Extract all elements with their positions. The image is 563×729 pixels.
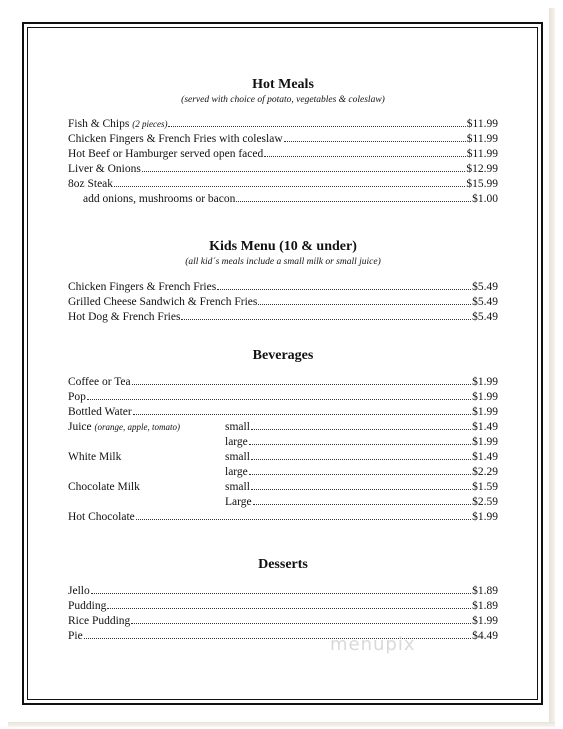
item-price: $5.49 xyxy=(472,311,498,323)
menu-item xyxy=(68,280,498,295)
section-title: Hot Meals xyxy=(252,77,314,92)
menu-item xyxy=(68,132,498,147)
section-subtitle: (all kid´s meals include a small milk or small juice) xyxy=(185,257,381,267)
size-label: small xyxy=(225,421,250,433)
item-price: $1.89 xyxy=(472,600,498,612)
menu-item xyxy=(68,375,498,390)
dot-leader xyxy=(249,443,471,445)
item-price: $4.49 xyxy=(472,630,498,642)
item-name: Grilled Cheese Sandwich & French Fries xyxy=(68,296,258,308)
menu-item xyxy=(68,405,498,420)
menu-item xyxy=(68,629,498,644)
dot-leader xyxy=(236,200,471,202)
dot-leader xyxy=(136,518,471,520)
size-label: small xyxy=(225,451,250,463)
item-price: $1.99 xyxy=(472,615,498,627)
page-shadow xyxy=(549,8,555,724)
dot-leader xyxy=(168,125,465,127)
watermark: menupix xyxy=(330,634,416,655)
item-price: $5.49 xyxy=(472,296,498,308)
item-price: $2.29 xyxy=(472,466,498,478)
item-name: Chicken Fingers & French Fries xyxy=(68,281,217,293)
item-name: Rice Pudding xyxy=(68,615,131,627)
dot-leader xyxy=(87,398,471,400)
section-title: Beverages xyxy=(252,348,314,363)
menu-item xyxy=(68,495,498,510)
hot-meals-section xyxy=(68,76,498,106)
item-name: Pie xyxy=(68,630,83,642)
item-name: Juice xyxy=(68,421,92,433)
item-price: $1.49 xyxy=(472,451,498,463)
menu-item xyxy=(68,510,498,525)
item-price: $5.49 xyxy=(472,281,498,293)
item-name: 8oz Steak xyxy=(68,178,114,190)
item-price: $1.49 xyxy=(472,421,498,433)
menu-item xyxy=(68,162,498,177)
item-price: $11.99 xyxy=(466,148,498,160)
dot-leader xyxy=(251,488,471,490)
menu-item xyxy=(68,310,498,325)
item-price: $1.00 xyxy=(472,193,498,205)
dot-leader xyxy=(249,473,471,475)
item-name: Jello xyxy=(68,585,90,597)
dot-leader xyxy=(251,458,471,460)
item-name: Bottled Water xyxy=(68,406,132,418)
item-price: $1.99 xyxy=(472,376,498,388)
item-price: $1.99 xyxy=(472,391,498,403)
kids-menu-list xyxy=(68,280,498,325)
menu-item xyxy=(68,420,498,435)
item-name: Hot Dog & French Fries xyxy=(68,311,181,323)
desserts-list xyxy=(68,584,498,644)
item-name: Liver & Onions xyxy=(68,163,141,175)
dot-leader xyxy=(132,383,471,385)
page-shadow xyxy=(8,722,555,727)
menu-item xyxy=(68,450,498,465)
menu-item xyxy=(68,295,498,310)
menu-item xyxy=(68,584,498,599)
dot-leader xyxy=(114,185,465,187)
dot-leader xyxy=(217,288,471,290)
dot-leader xyxy=(181,318,471,320)
menu-item xyxy=(68,614,498,629)
item-name: Chicken Fingers & French Fries with coleslaw xyxy=(68,133,283,145)
size-label: large xyxy=(225,436,248,448)
section-title: Kids Menu (10 & under) xyxy=(209,239,357,254)
item-price: $2.59 xyxy=(472,496,498,508)
dot-leader xyxy=(107,607,471,609)
section-subtitle: (served with choice of potato, vegetables & coleslaw) xyxy=(181,95,385,105)
beverages-section xyxy=(68,347,498,365)
item-price: $12.99 xyxy=(466,163,498,175)
size-label: Large xyxy=(225,496,252,508)
item-price: $1.89 xyxy=(472,585,498,597)
dot-leader xyxy=(131,622,471,624)
menu-item xyxy=(68,117,498,132)
item-price: $1.99 xyxy=(472,406,498,418)
dot-leader xyxy=(91,592,471,594)
menu-item xyxy=(68,390,498,405)
hot-meals-list xyxy=(68,117,498,207)
item-name: Fish & Chips xyxy=(68,118,130,130)
dot-leader xyxy=(264,155,466,157)
dot-leader xyxy=(142,170,466,172)
menu-item xyxy=(68,177,498,192)
item-name: Pop xyxy=(68,391,86,403)
item-name: White Milk xyxy=(68,451,122,463)
item-name: Hot Chocolate xyxy=(68,511,135,523)
dot-leader xyxy=(284,140,466,142)
item-price: $11.99 xyxy=(466,133,498,145)
dot-leader xyxy=(251,428,471,430)
menu-item xyxy=(68,192,498,207)
dot-leader xyxy=(133,413,471,415)
size-label: small xyxy=(225,481,250,493)
section-title: Desserts xyxy=(258,557,308,572)
item-price: $1.99 xyxy=(472,511,498,523)
dot-leader xyxy=(253,503,472,505)
item-price: $1.99 xyxy=(472,436,498,448)
item-name: Chocolate Milk xyxy=(68,481,140,493)
menu-item xyxy=(68,435,498,450)
menu-item xyxy=(68,480,498,495)
menu-item xyxy=(68,599,498,614)
menu-item xyxy=(68,465,498,480)
item-price: $1.59 xyxy=(472,481,498,493)
item-name: add onions, mushrooms or bacon xyxy=(83,193,236,205)
menu-item xyxy=(68,147,498,162)
item-name: Coffee or Tea xyxy=(68,376,131,388)
desserts-section xyxy=(68,556,498,574)
item-price: $15.99 xyxy=(466,178,498,190)
dot-leader xyxy=(258,303,471,305)
item-price: $11.99 xyxy=(466,118,498,130)
item-name: Hot Beef or Hamburger served open faced xyxy=(68,148,264,160)
beverages-list xyxy=(68,375,498,525)
item-note: (2 pieces) xyxy=(132,119,168,129)
size-label: large xyxy=(225,466,248,478)
item-note: (orange, apple, tomato) xyxy=(94,422,181,432)
item-name: Pudding xyxy=(68,600,107,612)
kids-menu-section xyxy=(68,238,498,268)
